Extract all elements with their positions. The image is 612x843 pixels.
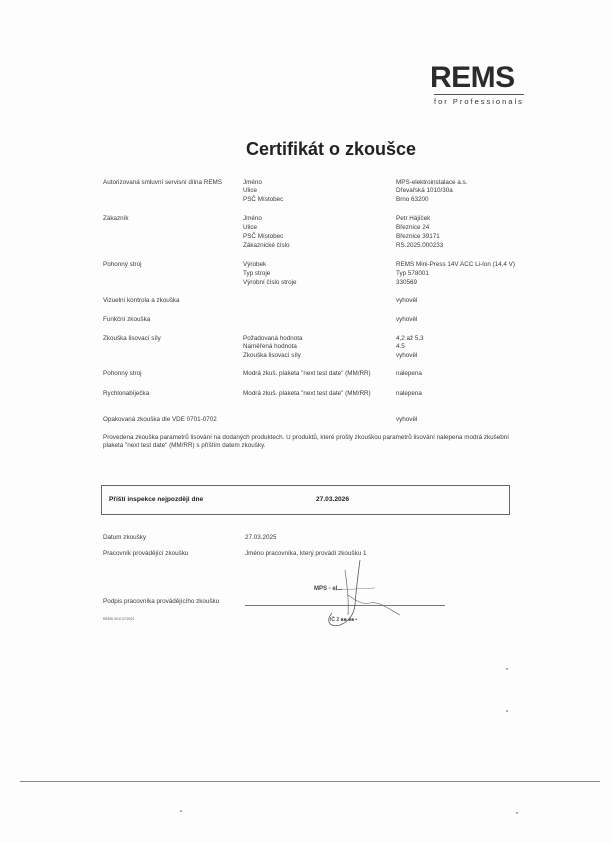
stamp-text: MPS - el... (314, 586, 343, 592)
servis-field: Ulice (243, 187, 257, 194)
servis-field: Jméno (243, 179, 262, 186)
servis-value: Brno 63200 (396, 196, 429, 203)
logo-tagline: for Professionals (434, 97, 524, 106)
vde-value: vyhověl (396, 416, 418, 423)
signature-stamp (300, 555, 420, 630)
funkcni-value: vyhověl (396, 316, 418, 323)
pohonny-value: nalepena (396, 370, 422, 377)
datum-label: Datum zkoušky (103, 534, 147, 541)
nabijecka-value: nalepena (396, 390, 422, 397)
zakaznik-field: Zákaznické číslo (243, 242, 290, 249)
stroj-value: 330569 (396, 279, 418, 286)
pohonny-label: Pohonný stroj (103, 370, 142, 377)
inspection-label: Příští inspekce nejpozději dne (109, 496, 204, 503)
lisovaci-field: Naměřená hodnota (243, 343, 297, 350)
lisovaci-value: vyhověl (396, 352, 418, 359)
zakaznik-field: Jméno (243, 215, 262, 222)
datum-value: 27.03.2025 (245, 534, 277, 541)
scan-speck (516, 812, 518, 814)
rems-logo: REMS (430, 61, 515, 94)
pohonny-field: Modrá zkuš. plaketa "next test date" (MM/RR) (243, 370, 371, 377)
servis-label: Autorizovaná smluvní servisní dílna REMS (103, 179, 222, 186)
zakaznik-value: RS.2025.000233 (396, 242, 444, 249)
stroj-value: REMS Mini-Press 14V ACC Li-Ion (14,4 V) (396, 261, 515, 268)
page-title: Certifikát o zkoušce (245, 139, 417, 159)
nabijecka-label: Rychlonabíječka (103, 390, 150, 397)
stroj-label: Pohonný stroj (103, 261, 142, 268)
vde-label: Opakovaná zkouška dle VDE 0701-0702 (103, 416, 217, 423)
vizualni-label: Vizuelní kontrola a zkouška (103, 297, 180, 304)
vizualni-value: vyhověl (396, 297, 418, 304)
scan-speck (180, 810, 182, 812)
lisovaci-field: Požadovaná hodnota (243, 335, 303, 342)
lisovaci-value: 4,2 až 5,3 (396, 335, 424, 342)
pracovnik-label: Pracovník provádějící zkoušku (103, 550, 189, 557)
nabijecka-field: Modrá zkuš. plaketa "next test date" (MM/RR) (243, 390, 371, 397)
zakaznik-value: Březnice 39171 (396, 233, 440, 240)
svg-text:IČ 2 ■■ ■■ •: IČ 2 ■■ ■■ • (330, 617, 358, 623)
logo-divider (434, 94, 524, 95)
form-code: REMS 9/10 07/2021 (103, 617, 135, 621)
stroj-field: Výrobní číslo stroje (243, 279, 297, 286)
footer-rule (20, 781, 600, 782)
stroj-value: Typ 578001 (396, 270, 429, 277)
test-paragraph: Provedena zkouška parametrů lisování na dodaných produktech. U produktů, které prošly zkouškou parametrů lisování nalepena modrá zkušební plaketa "next test date" (MM/RR) s příštím datem zkoušky. (103, 434, 510, 450)
zakaznik-value: Petr Hájíček (396, 215, 431, 222)
servis-field: PSČ Místobec (243, 196, 284, 203)
inspection-date: 27.03.2026 (316, 496, 350, 503)
lisovaci-field: Zkouška lisovací síly (243, 352, 301, 359)
zakaznik-label: Zákazník (103, 215, 129, 222)
stroj-field: Výrobek (243, 261, 267, 268)
zakaznik-field: Ulice (243, 224, 257, 231)
scan-speck (506, 710, 508, 712)
zakaznik-field: PSČ Místobec (243, 233, 284, 240)
scan-speck (506, 668, 508, 670)
lisovaci-label: Zkouška lisovací síly (103, 335, 161, 342)
stroj-field: Typ stroje (243, 270, 271, 277)
funkcni-label: Funkční zkouška (103, 316, 151, 323)
podpis-label: Podpis pracovníka provádějícího zkoušku (103, 598, 220, 605)
servis-value: MPS-elektroinstalace a.s. (396, 179, 468, 186)
pracovnik-value: Jméno pracovníka, který provádí zkoušku 1 (245, 550, 367, 557)
zakaznik-value: Březnice 24 (396, 224, 430, 231)
servis-value: Dřevařská 1010/30a (396, 187, 453, 194)
lisovaci-value: 4.5 (396, 343, 405, 350)
